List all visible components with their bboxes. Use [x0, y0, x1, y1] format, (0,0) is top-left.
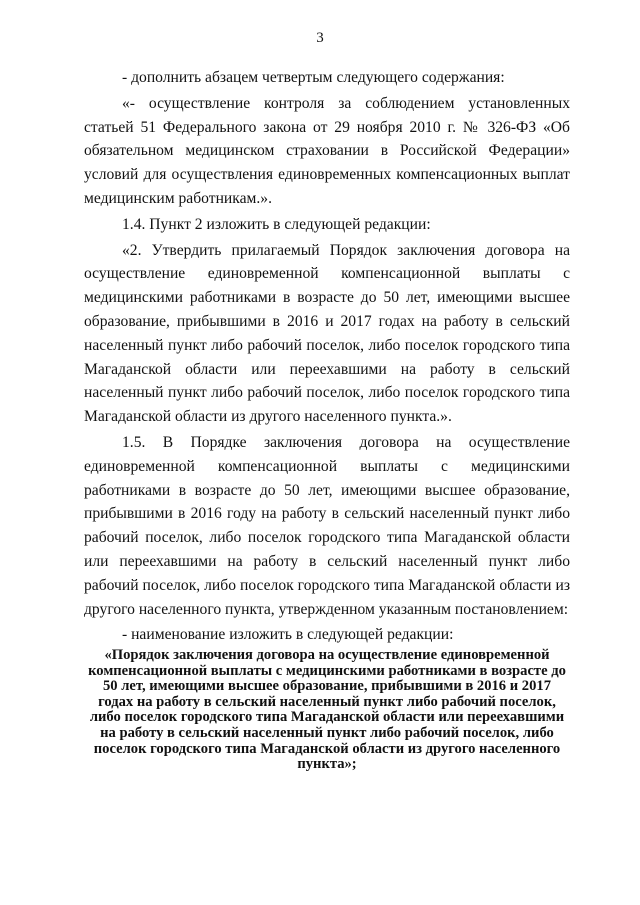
bold-procedure-title: «Порядок заключения договора на осуществление единовременной компенсационной выплаты с медицинскими работниками в возрасте до 50 лет, имеющими высшее образование, прибывшими в 2016 и 2017 годах на работу в сельский населенный пункт либо рабочий поселок, либо поселок городского типа Магаданской области или переехавшими на работу в сельский населенный пункт либо рабочий поселок, либо поселок городского типа Магаданской области из другого населенного пункта»; [88, 647, 566, 773]
paragraph-control-clause: «- осуществление контроля за соблюдением установленных статьей 51 Федерального закона от 29 ноября 2010 г. № 326-ФЗ «Об обязательном медицинском страховании в Российской Федерации» условий для осуществления единовременных компенсационных выплат медицинским работникам.». [84, 94, 570, 207]
document-body [84, 66, 570, 647]
page-number: 3 [316, 30, 324, 46]
paragraph-1-4: 1.4. Пункт 2 изложить в следующей редакции: [122, 215, 431, 233]
paragraph-1-5: 1.5. В Порядке заключения договора на осуществление единовременной компенсационной выплаты с медицинскими работниками в возрасте до 50 лет, имеющими высшее образование, прибывшими в 2016 году на работу в сельский населенный пункт либо рабочий поселок, либо поселок городского типа Магаданской области или переехавшими на работу в сельский населенный пункт либо рабочий поселок, либо поселок городского типа Магаданской области из другого населенного пункта, утвержденном указанным постановлением: [84, 433, 570, 618]
paragraph-name-change: - наименование изложить в следующей редакции: [122, 626, 454, 644]
paragraph-amend-intro: - дополнить абзацем четвертым следующего содержания: [122, 69, 505, 86]
paragraph-item-2: «2. Утвердить прилагаемый Порядок заключения договора на осуществление единовременной компенсационной выплаты с медицинскими работниками в возрасте до 50 лет, имеющими высшее образование, прибывшими в 2016 и 2017 годах на работу в сельский населенный пункт либо рабочий поселок, либо поселок городского типа Магаданской области или переехавшими на работу в сельский населенный пункт либо рабочий поселок, либо поселок городского типа Магаданской области из другого населенного пункта.». [84, 241, 570, 426]
